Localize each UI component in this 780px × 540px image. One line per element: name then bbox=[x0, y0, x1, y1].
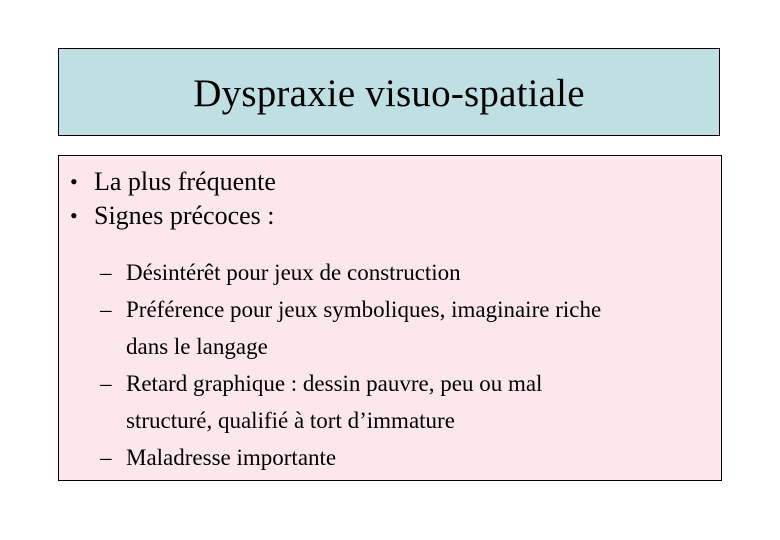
sub-bullet-item bbox=[59, 254, 721, 291]
sub-bullet-text: Désintérêt pour jeux de construction bbox=[126, 260, 461, 285]
bullet-text: Signes précoces : bbox=[94, 201, 275, 230]
bullet-text: La plus fréquente bbox=[94, 167, 276, 196]
sub-bullet-item bbox=[59, 365, 721, 439]
bullet-marker: • bbox=[70, 203, 78, 228]
content-box bbox=[58, 155, 722, 481]
dash-marker: – bbox=[100, 371, 112, 396]
bullet-item bbox=[59, 199, 721, 233]
sub-bullet-text: Maladresse importante bbox=[126, 445, 337, 470]
bullet-marker: • bbox=[70, 169, 78, 194]
slide-title: Dyspraxie visuo-spatiale bbox=[193, 71, 585, 115]
sub-bullet-text-line: Retard graphique : dessin pauvre, peu ou mal bbox=[126, 371, 543, 396]
sub-bullet-item bbox=[59, 439, 721, 476]
title-box bbox=[58, 48, 720, 136]
sub-bullet-item bbox=[59, 291, 721, 365]
sub-bullet-list bbox=[59, 254, 721, 476]
sub-bullet-text-line: dans le langage bbox=[126, 334, 268, 359]
dash-marker: – bbox=[100, 445, 112, 470]
bullet-list bbox=[59, 165, 721, 233]
sub-bullet-text-line: Préférence pour jeux symboliques, imaginaire riche bbox=[126, 297, 602, 322]
dash-marker: – bbox=[100, 260, 112, 285]
dash-marker: – bbox=[100, 297, 112, 322]
sub-bullet-text-line: structuré, qualifié à tort d’immature bbox=[126, 408, 455, 433]
bullet-item bbox=[59, 165, 721, 199]
